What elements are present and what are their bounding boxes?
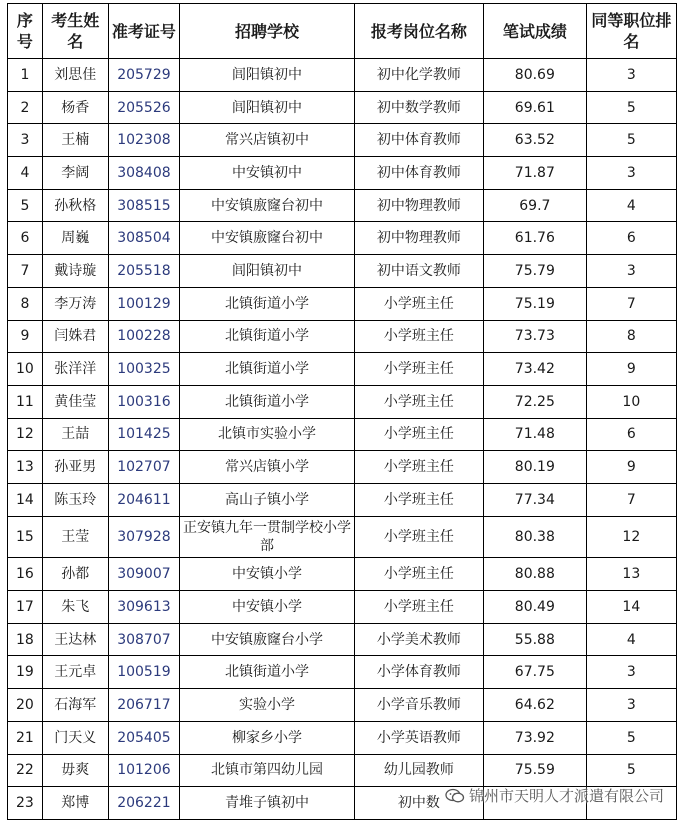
header-index: 序号: [8, 4, 43, 59]
table-row: [8, 124, 677, 157]
cell-index: 20: [8, 689, 43, 722]
cell-school: 闾阳镇初中: [180, 91, 354, 124]
cell-rank: 10: [586, 385, 676, 418]
cell-rank: 12: [586, 516, 676, 558]
cell-score: 73.92: [484, 721, 587, 754]
cell-index: 4: [8, 157, 43, 190]
cell-position: 初中体育教师: [354, 124, 483, 157]
cell-score: 73.73: [484, 320, 587, 353]
table-row: [8, 320, 677, 353]
cell-index: 18: [8, 623, 43, 656]
table-row: [8, 754, 677, 787]
cell-score: 71.87: [484, 157, 587, 190]
cell-name: 李万涛: [42, 287, 108, 320]
cell-index: 23: [8, 787, 43, 820]
cell-exam-id: 308504: [108, 222, 180, 255]
cell-exam-id: 206717: [108, 689, 180, 722]
cell-index: 21: [8, 721, 43, 754]
cell-school: 中安镇小学: [180, 591, 354, 624]
cell-name: 闫姝君: [42, 320, 108, 353]
cell-exam-id: 309007: [108, 558, 180, 591]
table-row: [8, 222, 677, 255]
cell-position: 小学体育教师: [354, 656, 483, 689]
cell-school: 北镇街道小学: [180, 385, 354, 418]
cell-name: 孙秋格: [42, 189, 108, 222]
cell-exam-id: 100325: [108, 353, 180, 386]
watermark-text: 锦州市天明人才派遣有限公司: [468, 787, 664, 805]
cell-exam-id: 102707: [108, 451, 180, 484]
cell-school: 实验小学: [180, 689, 354, 722]
cell-rank: 4: [586, 189, 676, 222]
cell-index: 5: [8, 189, 43, 222]
table-row: [8, 483, 677, 516]
cell-position: 小学音乐教师: [354, 689, 483, 722]
cell-exam-id: 205405: [108, 721, 180, 754]
table-row: [8, 591, 677, 624]
cell-name: 孙都: [42, 558, 108, 591]
cell-school: 常兴店镇小学: [180, 451, 354, 484]
table-row: [8, 255, 677, 288]
cell-score: 75.59: [484, 754, 587, 787]
table-row: [8, 451, 677, 484]
cell-index: 7: [8, 255, 43, 288]
cell-rank: 3: [586, 59, 676, 92]
table-row: [8, 689, 677, 722]
table-row: [8, 353, 677, 386]
cell-name: 周巍: [42, 222, 108, 255]
cell-index: 8: [8, 287, 43, 320]
cell-score: 67.75: [484, 656, 587, 689]
cell-index: 6: [8, 222, 43, 255]
cell-school: 北镇市第四幼儿园: [180, 754, 354, 787]
cell-score: 80.19: [484, 451, 587, 484]
chat-bubble-icon: [445, 788, 465, 804]
cell-school: 常兴店镇初中: [180, 124, 354, 157]
cell-score: 80.69: [484, 59, 587, 92]
header-score: 笔试成绩: [484, 4, 587, 59]
results-table: [7, 3, 677, 820]
cell-name: 黄佳莹: [42, 385, 108, 418]
cell-name: 王楠: [42, 124, 108, 157]
cell-score: 61.76: [484, 222, 587, 255]
cell-position: 初中物理教师: [354, 189, 483, 222]
cell-score: 80.49: [484, 591, 587, 624]
cell-name: 毋爽: [42, 754, 108, 787]
cell-score: 75.79: [484, 255, 587, 288]
cell-exam-id: 308515: [108, 189, 180, 222]
cell-name: 陈玉玲: [42, 483, 108, 516]
cell-position: 小学美术教师: [354, 623, 483, 656]
cell-school: 北镇街道小学: [180, 656, 354, 689]
cell-position: 小学班主任: [354, 451, 483, 484]
table-row: [8, 287, 677, 320]
header-rank: 同等职位排名: [586, 4, 676, 59]
cell-exam-id: 308707: [108, 623, 180, 656]
cell-position: 初中体育教师: [354, 157, 483, 190]
cell-exam-id: 308408: [108, 157, 180, 190]
cell-position: 小学班主任: [354, 287, 483, 320]
table-header-row: [8, 4, 677, 59]
cell-rank: 3: [586, 255, 676, 288]
cell-school: 柳家乡小学: [180, 721, 354, 754]
cell-position: 初中化学教师: [354, 59, 483, 92]
cell-exam-id: 100228: [108, 320, 180, 353]
cell-score: 75.19: [484, 287, 587, 320]
cell-score: 64.62: [484, 689, 587, 722]
cell-index: 15: [8, 516, 43, 558]
cell-position: 小学英语教师: [354, 721, 483, 754]
cell-rank: 5: [586, 91, 676, 124]
cell-school: 中安镇廒窿台初中: [180, 222, 354, 255]
cell-position: 初中数学教师: [354, 91, 483, 124]
cell-position: 小学班主任: [354, 418, 483, 451]
cell-name: 李阔: [42, 157, 108, 190]
cell-name: 王莹: [42, 516, 108, 558]
cell-name: 张洋洋: [42, 353, 108, 386]
cell-rank: 5: [586, 754, 676, 787]
table-row: [8, 623, 677, 656]
cell-rank: 6: [586, 222, 676, 255]
cell-index: 19: [8, 656, 43, 689]
cell-exam-id: 101425: [108, 418, 180, 451]
cell-school: 中安镇廒窿台小学: [180, 623, 354, 656]
cell-index: 2: [8, 91, 43, 124]
cell-rank: 5: [586, 124, 676, 157]
cell-position: 小学班主任: [354, 591, 483, 624]
table-row: [8, 189, 677, 222]
cell-exam-id: 205526: [108, 91, 180, 124]
cell-index: 3: [8, 124, 43, 157]
cell-index: 10: [8, 353, 43, 386]
table-row: [8, 721, 677, 754]
cell-exam-id: 205518: [108, 255, 180, 288]
cell-rank: 6: [586, 418, 676, 451]
cell-school: 北镇街道小学: [180, 320, 354, 353]
cell-rank: 4: [586, 623, 676, 656]
cell-score: 72.25: [484, 385, 587, 418]
cell-rank: 3: [586, 157, 676, 190]
cell-score: 69.7: [484, 189, 587, 222]
cell-exam-id: 100519: [108, 656, 180, 689]
cell-rank: 5: [586, 721, 676, 754]
cell-position: 初中语文教师: [354, 255, 483, 288]
cell-exam-id: 309613: [108, 591, 180, 624]
cell-exam-id: 307928: [108, 516, 180, 558]
cell-school: 高山子镇小学: [180, 483, 354, 516]
cell-position: 初中数: [354, 787, 483, 820]
table-row: [8, 59, 677, 92]
cell-exam-id: 101206: [108, 754, 180, 787]
table-row: [8, 656, 677, 689]
header-position: 报考岗位名称: [354, 4, 483, 59]
cell-exam-id: 102308: [108, 124, 180, 157]
table-row: [8, 418, 677, 451]
table-row: [8, 91, 677, 124]
cell-school: 青堆子镇初中: [180, 787, 354, 820]
cell-exam-id: 206221: [108, 787, 180, 820]
cell-index: 17: [8, 591, 43, 624]
cell-school: 北镇街道小学: [180, 287, 354, 320]
table-row: [8, 385, 677, 418]
cell-name: 王达林: [42, 623, 108, 656]
cell-rank: 7: [586, 287, 676, 320]
cell-exam-id: 204611: [108, 483, 180, 516]
cell-position: 初中物理教师: [354, 222, 483, 255]
cell-school: 闾阳镇初中: [180, 255, 354, 288]
cell-name: 刘思佳: [42, 59, 108, 92]
cell-position: 小学班主任: [354, 558, 483, 591]
cell-score: 55.88: [484, 623, 587, 656]
cell-index: 16: [8, 558, 43, 591]
cell-position: 小学班主任: [354, 516, 483, 558]
cell-score: 63.52: [484, 124, 587, 157]
cell-name: 孙亚男: [42, 451, 108, 484]
cell-school: 北镇市实验小学: [180, 418, 354, 451]
cell-school: 北镇街道小学: [180, 353, 354, 386]
cell-name: 门天义: [42, 721, 108, 754]
cell-exam-id: 205729: [108, 59, 180, 92]
cell-rank: 14: [586, 591, 676, 624]
table-row: [8, 157, 677, 190]
cell-index: 22: [8, 754, 43, 787]
table-row: [8, 558, 677, 591]
cell-score: 80.88: [484, 558, 587, 591]
cell-name: 王元卓: [42, 656, 108, 689]
cell-name: 石海军: [42, 689, 108, 722]
cell-score: 77.34: [484, 483, 587, 516]
cell-rank: 13: [586, 558, 676, 591]
cell-score: 73.42: [484, 353, 587, 386]
cell-index: 1: [8, 59, 43, 92]
cell-rank: 9: [586, 451, 676, 484]
cell-school: 中安镇小学: [180, 558, 354, 591]
cell-position: 小学班主任: [354, 483, 483, 516]
cell-exam-id: 100129: [108, 287, 180, 320]
cell-rank: 9: [586, 353, 676, 386]
cell-school: 闾阳镇初中: [180, 59, 354, 92]
cell-rank: 8: [586, 320, 676, 353]
cell-exam-id: 100316: [108, 385, 180, 418]
cell-name: 王喆: [42, 418, 108, 451]
cell-index: 13: [8, 451, 43, 484]
cell-index: 11: [8, 385, 43, 418]
cell-rank: 7: [586, 483, 676, 516]
table-row: [8, 516, 677, 558]
header-exam-id: 准考证号: [108, 4, 180, 59]
cell-school: 中安镇廒窿台初中: [180, 189, 354, 222]
cell-position: 幼儿园教师: [354, 754, 483, 787]
cell-name: 郑博: [42, 787, 108, 820]
watermark: [445, 785, 664, 806]
cell-name: 朱飞: [42, 591, 108, 624]
cell-index: 12: [8, 418, 43, 451]
cell-name: 杨香: [42, 91, 108, 124]
cell-rank: 3: [586, 689, 676, 722]
cell-score: 80.38: [484, 516, 587, 558]
cell-school: 中安镇初中: [180, 157, 354, 190]
cell-rank: 3: [586, 656, 676, 689]
cell-name: 戴诗璇: [42, 255, 108, 288]
cell-position: 小学班主任: [354, 320, 483, 353]
table-body: [8, 59, 677, 820]
header-name: 考生姓名: [42, 4, 108, 59]
cell-index: 9: [8, 320, 43, 353]
cell-school: 正安镇九年一贯制学校小学部: [180, 516, 354, 558]
cell-index: 14: [8, 483, 43, 516]
cell-position: 小学班主任: [354, 385, 483, 418]
cell-score: 71.48: [484, 418, 587, 451]
cell-score: 69.61: [484, 91, 587, 124]
header-school: 招聘学校: [180, 4, 354, 59]
cell-position: 小学班主任: [354, 353, 483, 386]
